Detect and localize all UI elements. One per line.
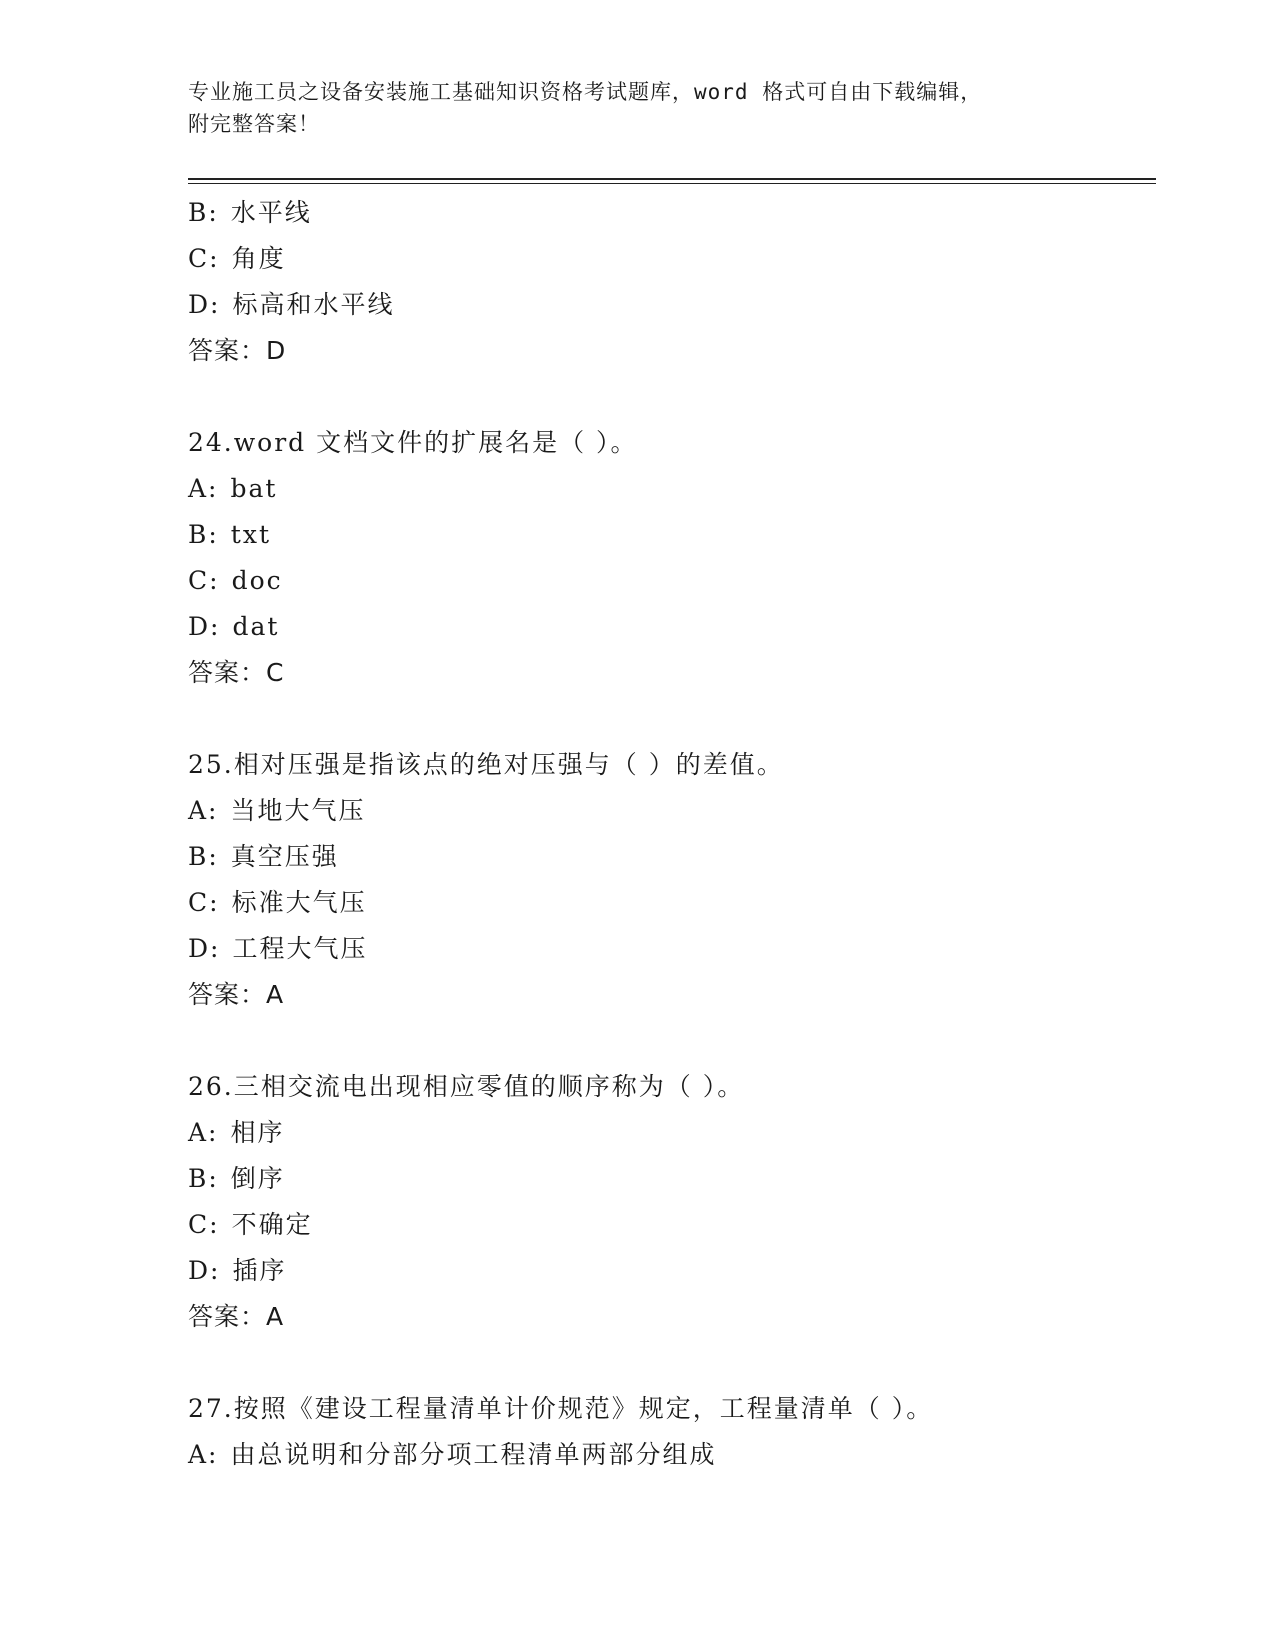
option-label: C: [188, 888, 220, 917]
option-label: D: [188, 1256, 221, 1285]
option-line [188, 512, 1156, 558]
option-label: C: [188, 566, 220, 595]
option-label: B: [188, 198, 219, 227]
option-label: A: [188, 796, 219, 825]
option-line [188, 788, 1156, 834]
question-list [188, 190, 1156, 1478]
document-header [188, 76, 1068, 140]
option-text: 不确定 [231, 1210, 313, 1239]
header-divider [188, 178, 1156, 180]
option-text: 由总说明和分部分项工程清单两部分组成 [230, 1440, 717, 1469]
option-label: C: [188, 1210, 220, 1239]
spacer [188, 374, 1156, 420]
option-text: 插序 [232, 1256, 287, 1285]
question-stem: 27.按照《建设工程量清单计价规范》规定，工程量清单（ ）。 [188, 1394, 934, 1423]
option-label: D: [188, 612, 221, 641]
option-text: 角度 [231, 244, 286, 273]
answer-line: 答案：A [188, 1302, 285, 1331]
answer-line: 答案：D [188, 336, 287, 365]
option-label: C: [188, 244, 220, 273]
option-label: A: [188, 1440, 219, 1469]
option-text: doc [231, 566, 283, 595]
option-text: 倒序 [230, 1164, 285, 1193]
option-line [188, 236, 1156, 282]
option-text: 相序 [230, 1118, 285, 1147]
option-line [188, 1110, 1156, 1156]
header-line-1: 专业施工员之设备安装施工基础知识资格考试题库，word 格式可自由下载编辑， [188, 80, 983, 104]
option-line [188, 1248, 1156, 1294]
spacer [188, 1018, 1156, 1064]
option-label: A: [188, 1118, 219, 1147]
option-label: D: [188, 934, 221, 963]
question-stem: 24.word 文档文件的扩展名是（ ）。 [188, 428, 638, 457]
option-line [188, 1202, 1156, 1248]
question-stem: 25.相对压强是指该点的绝对压强与（ ）的差值。 [188, 750, 784, 779]
option-line [188, 926, 1156, 972]
option-text: 水平线 [230, 198, 312, 227]
option-line [188, 558, 1156, 604]
option-text: 当地大气压 [230, 796, 366, 825]
option-label: A: [188, 474, 219, 503]
option-line [188, 834, 1156, 880]
option-line [188, 466, 1156, 512]
option-line [188, 282, 1156, 328]
spacer [188, 1340, 1156, 1386]
header-divider-thin [188, 183, 1156, 184]
option-text: 标高和水平线 [232, 290, 395, 319]
answer-line: 答案：C [188, 658, 285, 687]
option-line [188, 1432, 1156, 1478]
question-stem: 26.三相交流电出现相应零值的顺序称为（ ）。 [188, 1072, 745, 1101]
option-line [188, 604, 1156, 650]
option-text: 真空压强 [230, 842, 339, 871]
header-line-2: 附完整答案！ [188, 112, 320, 136]
option-line [188, 880, 1156, 926]
option-text: txt [230, 520, 271, 549]
option-text: 工程大气压 [232, 934, 368, 963]
spacer [188, 696, 1156, 742]
option-text: dat [232, 612, 280, 641]
option-label: B: [188, 520, 219, 549]
option-line [188, 1156, 1156, 1202]
answer-line: 答案：A [188, 980, 285, 1009]
option-text: bat [230, 474, 278, 503]
option-line [188, 190, 1156, 236]
option-label: B: [188, 842, 219, 871]
option-label: D: [188, 290, 221, 319]
option-label: B: [188, 1164, 219, 1193]
option-text: 标准大气压 [231, 888, 367, 917]
